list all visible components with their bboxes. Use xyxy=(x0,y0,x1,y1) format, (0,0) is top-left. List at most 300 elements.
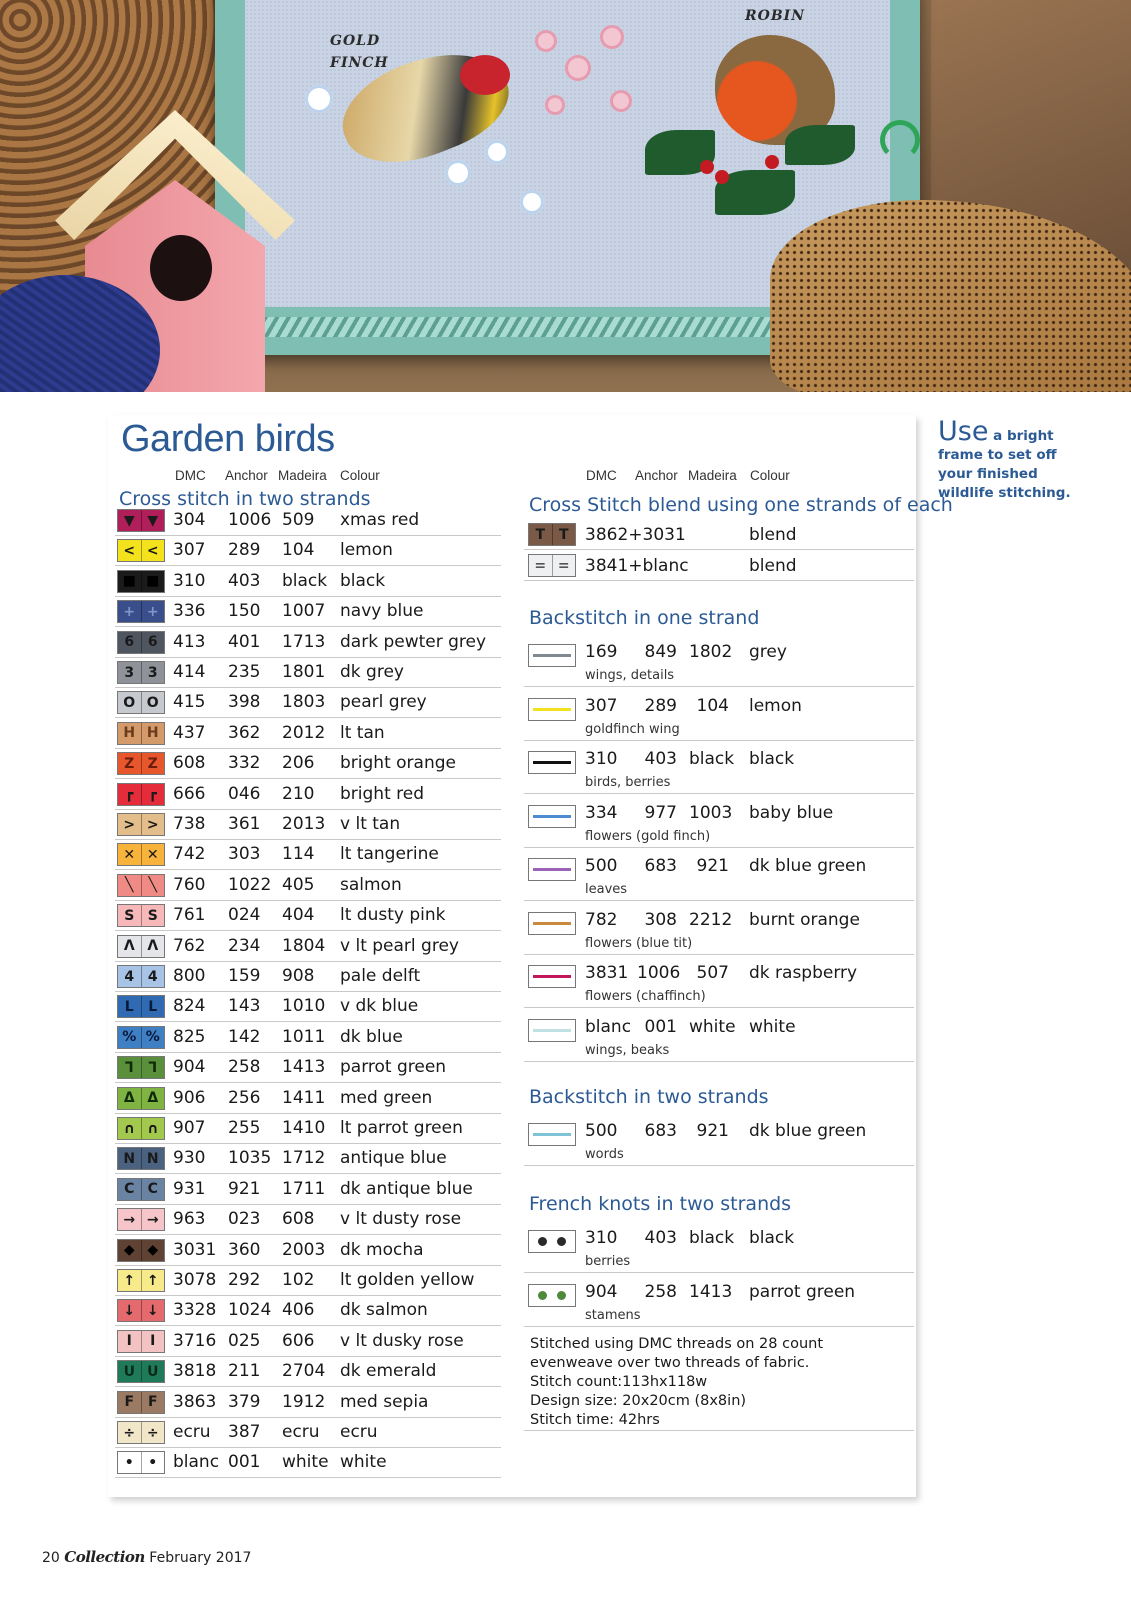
usage-note: flowers (blue tit) xyxy=(585,935,693,951)
colour-name: baby blue xyxy=(749,802,834,823)
anchor-code: 143 xyxy=(228,996,261,1017)
symbol-swatch xyxy=(117,1421,165,1444)
symbol-glyph: > xyxy=(141,814,165,835)
anchor-code: 159 xyxy=(228,966,261,986)
page-title: Garden birds xyxy=(121,418,335,460)
symbol-glyph: F xyxy=(118,1392,141,1413)
dmc-code: 3031 xyxy=(173,1239,217,1260)
dmc-code: 3078 xyxy=(173,1270,217,1290)
dmc-code: blanc xyxy=(585,1016,632,1037)
page-footer xyxy=(42,1548,251,1566)
symbol-swatch xyxy=(117,1360,165,1383)
blend-row xyxy=(524,550,914,581)
symbol-glyph: + xyxy=(118,601,141,622)
symbol-swatch xyxy=(117,843,165,866)
blossom xyxy=(565,55,591,81)
table-row xyxy=(115,628,501,658)
colour-name: burnt orange xyxy=(749,909,860,930)
symbol-glyph: Δ xyxy=(141,1088,165,1109)
table-row xyxy=(115,901,501,931)
symbol-glyph: I xyxy=(141,1331,165,1352)
backstitch-row xyxy=(524,688,914,741)
dmc-code: 824 xyxy=(173,996,206,1017)
anchor-code: 255 xyxy=(228,1118,261,1138)
note-fabric: Stitched using DMC threads on 28 count evenweave over two threads of fabric. xyxy=(530,1336,824,1371)
symbol-glyph: 6 xyxy=(118,632,141,653)
usage-note: flowers (chaffinch) xyxy=(585,989,706,1004)
madeira-code: 1801 xyxy=(282,662,326,682)
backstitch-row xyxy=(524,634,914,687)
white-flower xyxy=(305,85,333,113)
colour-name: salmon xyxy=(340,874,402,895)
symbol-glyph: L xyxy=(118,996,141,1017)
colour-name: bright red xyxy=(340,783,425,804)
symbol-glyph: O xyxy=(141,692,165,713)
symbol-glyph: ÷ xyxy=(118,1422,141,1443)
symbol-glyph: 4 xyxy=(141,966,165,987)
symbol-glyph: Z xyxy=(118,753,141,774)
usage-note: leaves xyxy=(585,882,628,897)
colour-name: lt parrot green xyxy=(340,1118,463,1138)
thread-line xyxy=(533,708,571,711)
colour-name: pale delft xyxy=(340,966,421,986)
madeira-code: 104 xyxy=(282,540,315,561)
madeira-code: 2012 xyxy=(282,722,326,743)
anchor-code: 387 xyxy=(228,1422,261,1442)
dmc-code: 3818 xyxy=(173,1361,217,1382)
blend-row xyxy=(524,519,914,550)
symbol-glyph: S xyxy=(118,905,141,926)
anchor-code: 921 xyxy=(228,1178,261,1199)
anchor-code: 025 xyxy=(228,1330,261,1351)
symbol-glyph: ↑ xyxy=(141,1270,165,1291)
madeira-code: 608 xyxy=(282,1209,315,1230)
madeira-code: 1804 xyxy=(282,935,326,956)
dmc-code: 825 xyxy=(173,1026,206,1047)
symbol-swatch xyxy=(117,600,165,623)
table-row xyxy=(115,1084,501,1114)
dmc-code: 3841+blanc xyxy=(585,556,689,576)
madeira-code: 921 xyxy=(696,1121,729,1141)
madeira-code: 102 xyxy=(282,1270,315,1290)
left-header-anchor: Anchor xyxy=(225,468,268,483)
table-row xyxy=(115,1236,501,1266)
backstitch-row xyxy=(524,741,914,794)
symbol-glyph: ■ xyxy=(118,571,141,592)
madeira-code: 1912 xyxy=(282,1391,326,1412)
symbol-swatch xyxy=(117,1239,165,1262)
symbol-glyph: ▼ xyxy=(141,510,165,531)
symbol-swatch xyxy=(117,1087,165,1110)
madeira-code: 405 xyxy=(282,874,315,895)
section-backstitch-one: Backstitch in one strand xyxy=(529,607,760,629)
madeira-code: 404 xyxy=(282,905,315,926)
symbol-glyph: Λ xyxy=(141,936,165,957)
dmc-code: 904 xyxy=(585,1281,618,1302)
holly-berry xyxy=(700,160,714,174)
symbol-glyph: U xyxy=(141,1361,165,1382)
symbol-glyph: < xyxy=(141,540,165,561)
colour-name: bright orange xyxy=(340,753,456,774)
dmc-code: 761 xyxy=(173,905,206,926)
anchor-code: 1035 xyxy=(228,1148,272,1169)
symbol-swatch xyxy=(528,554,576,577)
symbol-glyph: ╲ xyxy=(118,875,141,896)
symbol-glyph: L xyxy=(141,996,165,1017)
anchor-code: 256 xyxy=(228,1087,261,1108)
madeira-code: 908 xyxy=(282,966,315,986)
dmc-code: 904 xyxy=(173,1057,206,1078)
dmc-code: 169 xyxy=(585,642,618,662)
line-swatch xyxy=(528,858,576,881)
usage-note: stamens xyxy=(585,1307,641,1323)
colour-name: black xyxy=(340,570,386,591)
dmc-code: 310 xyxy=(173,570,206,591)
colour-name: xmas red xyxy=(340,510,420,530)
backstitch-row xyxy=(524,795,914,848)
colour-name: ecru xyxy=(340,1422,378,1442)
madeira-code: 2013 xyxy=(282,814,326,834)
table-row xyxy=(115,597,501,627)
madeira-code: 1410 xyxy=(282,1118,326,1138)
line-swatch xyxy=(528,912,576,935)
colour-name: lt tangerine xyxy=(340,844,439,865)
left-header-colour: Colour xyxy=(340,468,380,483)
knot-dot xyxy=(557,1291,566,1300)
colour-name: lt tan xyxy=(340,722,385,743)
line-swatch xyxy=(528,805,576,828)
colour-name: grey xyxy=(749,642,787,662)
colour-name: antique blue xyxy=(340,1148,447,1169)
colour-name: dk mocha xyxy=(340,1239,424,1260)
backstitch-row xyxy=(524,1113,914,1166)
line-swatch xyxy=(528,1123,576,1146)
table-row xyxy=(115,1357,501,1387)
symbol-swatch xyxy=(528,523,576,546)
dmc-code: 414 xyxy=(173,662,206,682)
blossom xyxy=(610,90,632,112)
dmc-code: 3716 xyxy=(173,1330,217,1351)
french-knot-row xyxy=(524,1274,914,1327)
symbol-glyph: ᒣ xyxy=(141,1057,165,1078)
symbol-swatch xyxy=(117,631,165,654)
anchor-code: 1006 xyxy=(637,963,681,983)
dmc-code: 500 xyxy=(585,1121,618,1141)
goldfinch-face xyxy=(460,55,510,95)
blossom xyxy=(545,95,565,115)
white-flower xyxy=(520,190,544,214)
green-hook xyxy=(880,120,920,160)
table-row xyxy=(115,992,501,1022)
symbol-swatch xyxy=(117,1117,165,1140)
dmc-code: 742 xyxy=(173,844,206,865)
hero-photo xyxy=(0,0,1131,392)
symbol-glyph: O xyxy=(118,692,141,713)
dmc-code: 3863 xyxy=(173,1391,217,1412)
dmc-code: 310 xyxy=(585,749,618,769)
dmc-code: 931 xyxy=(173,1178,206,1199)
madeira-code: 114 xyxy=(282,844,315,865)
symbol-glyph: C xyxy=(118,1179,141,1200)
table-row xyxy=(115,1327,501,1357)
symbol-glyph: Z xyxy=(141,753,165,774)
symbol-glyph: ┏ xyxy=(118,784,141,805)
french-knot-row xyxy=(524,1220,914,1273)
anchor-code: 1024 xyxy=(228,1300,272,1321)
dmc-code: 3831 xyxy=(585,963,629,983)
anchor-code: 046 xyxy=(228,783,261,804)
symbol-glyph: I xyxy=(118,1331,141,1352)
symbol-swatch xyxy=(117,965,165,988)
dmc-code: 930 xyxy=(173,1148,206,1169)
symbol-glyph: N xyxy=(141,1148,165,1169)
madeira-code: 2704 xyxy=(282,1361,326,1382)
table-row xyxy=(115,780,501,810)
symbol-glyph: ◆ xyxy=(118,1240,141,1261)
white-flower xyxy=(485,140,509,164)
page-number: 20 xyxy=(42,1550,60,1566)
symbol-glyph: ■ xyxy=(141,571,165,592)
dmc-code: 334 xyxy=(585,802,618,823)
symbol-glyph: 3 xyxy=(118,662,141,683)
dmc-code: 782 xyxy=(585,909,618,930)
dmc-code: 800 xyxy=(173,966,206,986)
dmc-code: blanc xyxy=(173,1452,220,1473)
anchor-code: 683 xyxy=(644,856,677,876)
madeira-code: 2212 xyxy=(689,909,733,930)
note-stitch-count: Stitch count:113hx118w xyxy=(530,1374,708,1390)
symbol-glyph: H xyxy=(118,723,141,744)
backstitch-row xyxy=(524,902,914,955)
anchor-code: 234 xyxy=(228,935,261,956)
anchor-code: 150 xyxy=(228,601,261,622)
colour-name: lt golden yellow xyxy=(340,1270,475,1290)
colour-name: lemon xyxy=(340,540,393,561)
colour-name: dk grey xyxy=(340,662,404,682)
anchor-code: 024 xyxy=(228,905,261,926)
dmc-code: 760 xyxy=(173,874,206,895)
right-header-dmc: DMC xyxy=(586,468,617,483)
issue-date: February 2017 xyxy=(149,1550,252,1566)
madeira-code: 1011 xyxy=(282,1026,326,1047)
line-swatch xyxy=(528,644,576,667)
madeira-code: 507 xyxy=(696,963,729,983)
dmc-code: 437 xyxy=(173,722,206,743)
madeira-code: 606 xyxy=(282,1330,315,1351)
colour-name: v dk blue xyxy=(340,996,419,1017)
colour-name: dk raspberry xyxy=(749,963,858,983)
symbol-glyph: ╲ xyxy=(141,875,165,896)
anchor-code: 361 xyxy=(228,814,261,834)
symbol-glyph: N xyxy=(118,1148,141,1169)
madeira-code: 210 xyxy=(282,783,315,804)
blossom xyxy=(535,30,557,52)
left-header-dmc: DMC xyxy=(175,468,206,483)
birdhouse-hole xyxy=(150,235,212,301)
symbol-glyph: ◆ xyxy=(141,1240,165,1261)
colour-name: lemon xyxy=(749,695,802,716)
symbol-swatch xyxy=(117,813,165,836)
madeira-code: black xyxy=(282,570,328,591)
anchor-code: 001 xyxy=(644,1016,677,1037)
symbol-glyph: C xyxy=(141,1179,165,1200)
table-row xyxy=(115,1448,501,1478)
table-row xyxy=(115,810,501,840)
knot-swatch xyxy=(528,1284,576,1307)
sidebar-tip xyxy=(938,416,1088,503)
madeira-code: ecru xyxy=(282,1422,320,1442)
symbol-swatch xyxy=(117,570,165,593)
colour-name: white xyxy=(749,1016,796,1037)
table-row xyxy=(115,1114,501,1144)
symbol-glyph: U xyxy=(118,1361,141,1382)
madeira-code: 406 xyxy=(282,1300,315,1321)
table-row xyxy=(115,688,501,718)
symbol-glyph: → xyxy=(141,1209,165,1230)
anchor-code: 403 xyxy=(228,570,261,591)
dmc-code: 738 xyxy=(173,814,206,834)
symbol-swatch xyxy=(117,1391,165,1414)
table-row xyxy=(115,1023,501,1053)
colour-name: v lt tan xyxy=(340,814,401,834)
symbol-glyph: H xyxy=(141,723,165,744)
symbol-glyph: ✕ xyxy=(118,844,141,865)
colour-name: parrot green xyxy=(340,1057,447,1078)
sidebar-tip-lead: Use xyxy=(938,416,989,447)
right-header-anchor: Anchor xyxy=(635,468,678,483)
anchor-code: 292 xyxy=(228,1270,261,1290)
line-swatch xyxy=(528,698,576,721)
right-header-madeira: Madeira xyxy=(688,468,737,483)
usage-note: goldfinch wing xyxy=(585,721,680,737)
anchor-code: 303 xyxy=(228,844,261,865)
knot-dot xyxy=(557,1237,566,1246)
symbol-swatch xyxy=(117,1330,165,1353)
anchor-code: 362 xyxy=(228,722,261,743)
white-flower xyxy=(445,160,471,186)
anchor-code: 258 xyxy=(228,1057,261,1078)
anchor-code: 023 xyxy=(228,1209,261,1230)
table-row xyxy=(115,658,501,688)
dmc-code: 307 xyxy=(173,540,206,561)
blossom xyxy=(600,25,624,49)
colour-name: dk blue green xyxy=(749,1121,867,1141)
knot-dot xyxy=(538,1237,547,1246)
anchor-code: 977 xyxy=(644,802,677,823)
madeira-code: white xyxy=(282,1452,329,1473)
colour-name: dk emerald xyxy=(340,1361,437,1382)
symbol-swatch xyxy=(117,722,165,745)
symbol-swatch xyxy=(117,539,165,562)
section-backstitch-two: Backstitch in two strands xyxy=(529,1086,769,1108)
symbol-swatch xyxy=(117,1208,165,1231)
symbol-swatch xyxy=(117,1147,165,1170)
colour-name: med sepia xyxy=(340,1391,429,1412)
madeira-code: 1712 xyxy=(282,1148,326,1169)
dmc-code: 906 xyxy=(173,1087,206,1108)
section-cross-stitch: Cross stitch in two strands xyxy=(119,488,371,510)
madeira-code: 1007 xyxy=(282,601,326,622)
table-row xyxy=(115,567,501,597)
table-row xyxy=(115,1418,501,1448)
colour-name: v lt pearl grey xyxy=(340,935,459,956)
holly-berry xyxy=(765,155,779,169)
symbol-swatch xyxy=(117,904,165,927)
dmc-code: 304 xyxy=(173,510,206,530)
symbol-swatch xyxy=(117,691,165,714)
symbol-swatch xyxy=(117,509,165,532)
colour-name: parrot green xyxy=(749,1281,856,1302)
colour-name: blend xyxy=(749,556,797,576)
goldfinch-label: GOLD FINCH xyxy=(330,33,389,71)
anchor-code: 360 xyxy=(228,1239,261,1260)
table-row xyxy=(115,840,501,870)
table-row xyxy=(115,871,501,901)
symbol-glyph: → xyxy=(118,1209,141,1230)
symbol-swatch xyxy=(117,1451,165,1474)
madeira-code: 1711 xyxy=(282,1178,326,1199)
colour-name: dk antique blue xyxy=(340,1178,473,1199)
knot-dot xyxy=(538,1291,547,1300)
dmc-code: 3862+3031 xyxy=(585,525,686,545)
usage-note: flowers (gold finch) xyxy=(585,828,711,844)
usage-note: wings, beaks xyxy=(585,1042,670,1058)
dmc-code: 3328 xyxy=(173,1300,217,1321)
symbol-glyph: S xyxy=(141,905,165,926)
symbol-glyph: Λ xyxy=(118,936,141,957)
thread-line xyxy=(533,922,571,925)
symbol-glyph: • xyxy=(118,1452,141,1473)
table-row xyxy=(115,749,501,779)
symbol-glyph: ▼ xyxy=(118,510,141,531)
anchor-code: 142 xyxy=(228,1026,261,1047)
anchor-code: 258 xyxy=(644,1281,677,1302)
dmc-code: 310 xyxy=(585,1228,618,1248)
symbol-glyph: 3 xyxy=(141,662,165,683)
symbol-glyph: ┏ xyxy=(141,784,165,805)
table-row xyxy=(115,1175,501,1205)
symbol-glyph: % xyxy=(141,1027,165,1048)
anchor-code: 403 xyxy=(644,749,677,769)
colour-name: med green xyxy=(340,1087,433,1108)
anchor-code: 401 xyxy=(228,631,261,652)
madeira-code: 104 xyxy=(696,695,729,716)
anchor-code: 001 xyxy=(228,1452,261,1473)
madeira-code: 1413 xyxy=(689,1281,733,1302)
madeira-code: 921 xyxy=(696,856,729,876)
madeira-code: 1003 xyxy=(689,802,733,823)
thread-line xyxy=(533,654,571,657)
anchor-code: 1006 xyxy=(228,510,272,530)
dmc-code: 762 xyxy=(173,935,206,956)
table-row xyxy=(115,1266,501,1296)
table-row xyxy=(115,962,501,992)
colour-name: v lt dusky rose xyxy=(340,1330,464,1351)
usage-note: berries xyxy=(585,1254,631,1269)
usage-note: words xyxy=(585,1147,624,1162)
section-french-knots: French knots in two strands xyxy=(529,1193,792,1215)
symbol-glyph: 6 xyxy=(141,632,165,653)
line-swatch xyxy=(528,1019,576,1042)
madeira-code: black xyxy=(689,749,735,769)
symbol-swatch xyxy=(117,935,165,958)
magazine-logo: Collection xyxy=(64,1548,145,1566)
dmc-code: 608 xyxy=(173,753,206,774)
colour-name: lt dusty pink xyxy=(340,905,446,926)
colour-name: black xyxy=(749,1228,795,1248)
anchor-code: 289 xyxy=(228,540,261,561)
symbol-swatch xyxy=(117,995,165,1018)
